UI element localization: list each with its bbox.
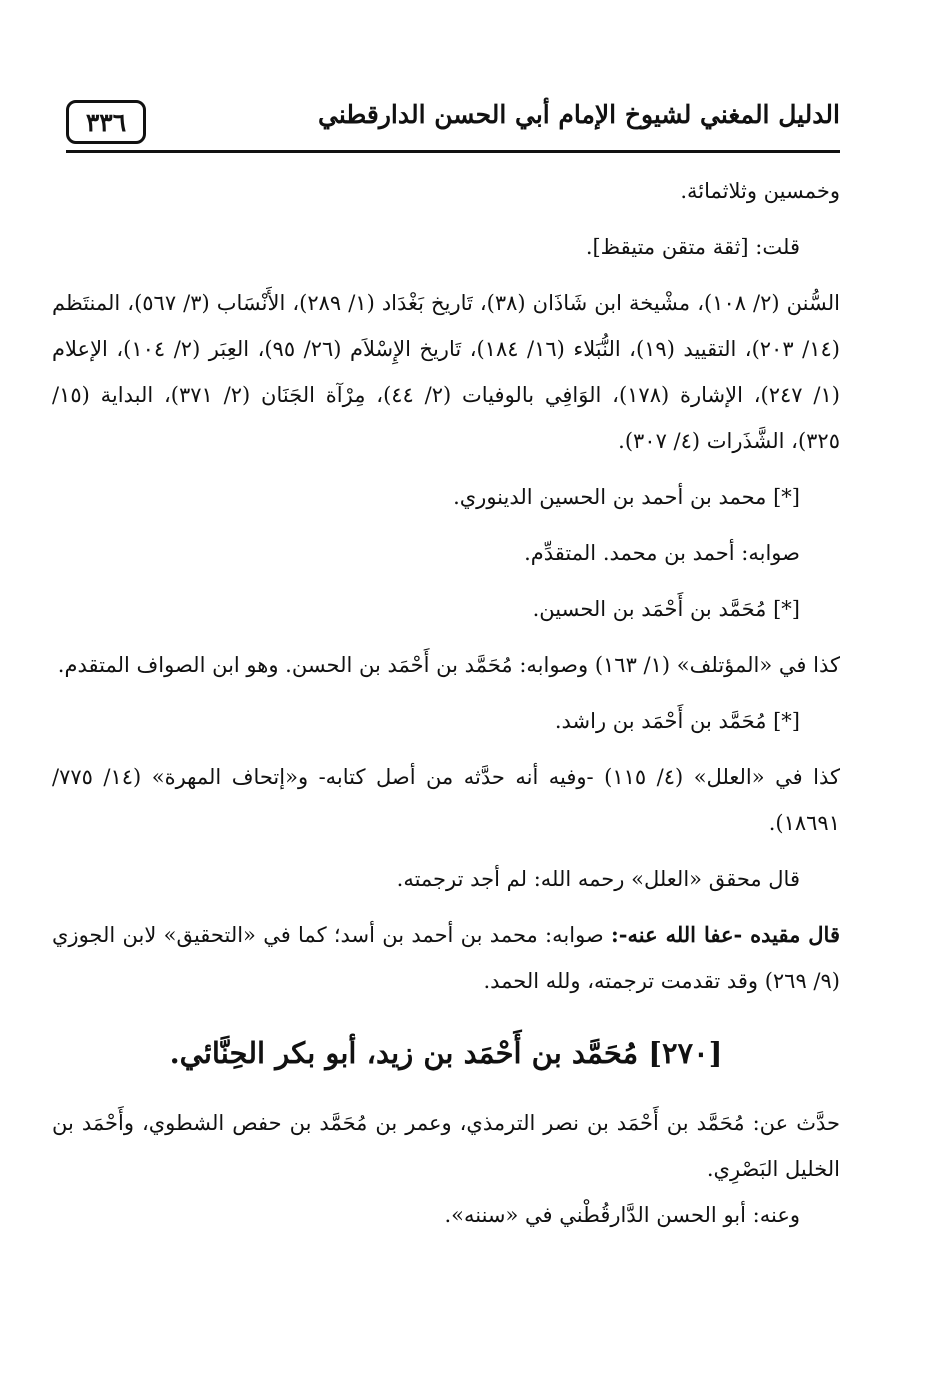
note-title: [*] مُحَمَّد بن أَحْمَد بن الحسين. <box>532 597 800 621</box>
entry-heading: [٢٧٠] مُحَمَّد بن أَحْمَد بن زيد، أبو بكر الحِنَّائي. <box>169 1036 723 1070</box>
running-title: الدليل المغني لشيوخ الإمام أبي الحسن الدارقطني <box>318 100 840 129</box>
body-text <box>52 168 840 1238</box>
note-text: كذا في «العلل» (٤/ ١١٥) -وفيه أنه حدَّثه من أصل كتابه- و«إتحاف المهرة» (١٤/ ٧٧٥/ ١٨٦٩١). <box>52 765 840 835</box>
haddatha-an: حدَّث عن: مُحَمَّد بن أَحْمَد بن نصر الترمذي، وعمر بن مُحَمَّد بن حفص الشطوي، وأَحْمَد بن الخليل البَصْرِي. <box>52 1111 840 1181</box>
wa-anhu: وعنه: أبو الحسن الدَّارقُطْني في «سننه». <box>444 1203 800 1227</box>
continuation-line: وخمسين وثلاثمائة. <box>680 179 840 203</box>
sources-paragraph: السُّنن (٢/ ١٠٨)، مشْيخة ابن شَاذَان (٣٨)، تَاريخ بَغْدَاد (١/ ٢٨٩)، الأَنْسَاب (٣/ ٥٦٧)، المنتَظم (١٤/ ٢٠٣)، التقييد (١٩)، النُّبَلاء (١٦/ ١٨٤)، تَاريخ الإِسْلاَم (٢٦/ ٩٥)، العِبَر (٢/ ١٠٤)، الإعلام (١/ ٢٤٧)، الإشارة (١٧٨)، الوَافِي بالوفيات (٢/ ٤٤)، مِرْآة الجَنَان (٢/ ٣٧١)، البداية (١٥/ ٣٢٥)، الشَّذَرات (٤/ ٣٠٧). <box>52 291 840 453</box>
qultu-verdict: قلت: [ثقة متقن متيقظ]. <box>585 235 800 259</box>
muqayyid-rest: صوابه: محمد بن أحمد بن أسد؛ كما في «التحقيق» لابن الجوزي (٩/ ٢٦٩) وقد تقدمت ترجمته، ولله الحمد. <box>52 923 840 993</box>
muqayyid-lead: قال مقيده -عفا الله عنه-: <box>611 922 840 947</box>
muhaqqiq-comment: قال محقق «العلل» رحمه الله: لم أجد ترجمته. <box>396 867 800 891</box>
muqayyid-comment <box>52 912 840 1004</box>
page-header <box>66 96 840 153</box>
page-number: ٣٣٦ <box>66 100 146 144</box>
note-title: [*] مُحَمَّد بن أَحْمَد بن راشد. <box>554 709 800 733</box>
note-text: صوابه: أحمد بن محمد. المتقدِّم. <box>524 541 800 565</box>
note-text: كذا في «المؤتلف» (١/ ١٦٣) وصوابه: مُحَمَّد بن أَحْمَد بن الحسن. وهو ابن الصواف المتقدم. <box>57 653 840 677</box>
note-title: [*] محمد بن أحمد بن الحسين الدينوري. <box>453 485 800 509</box>
